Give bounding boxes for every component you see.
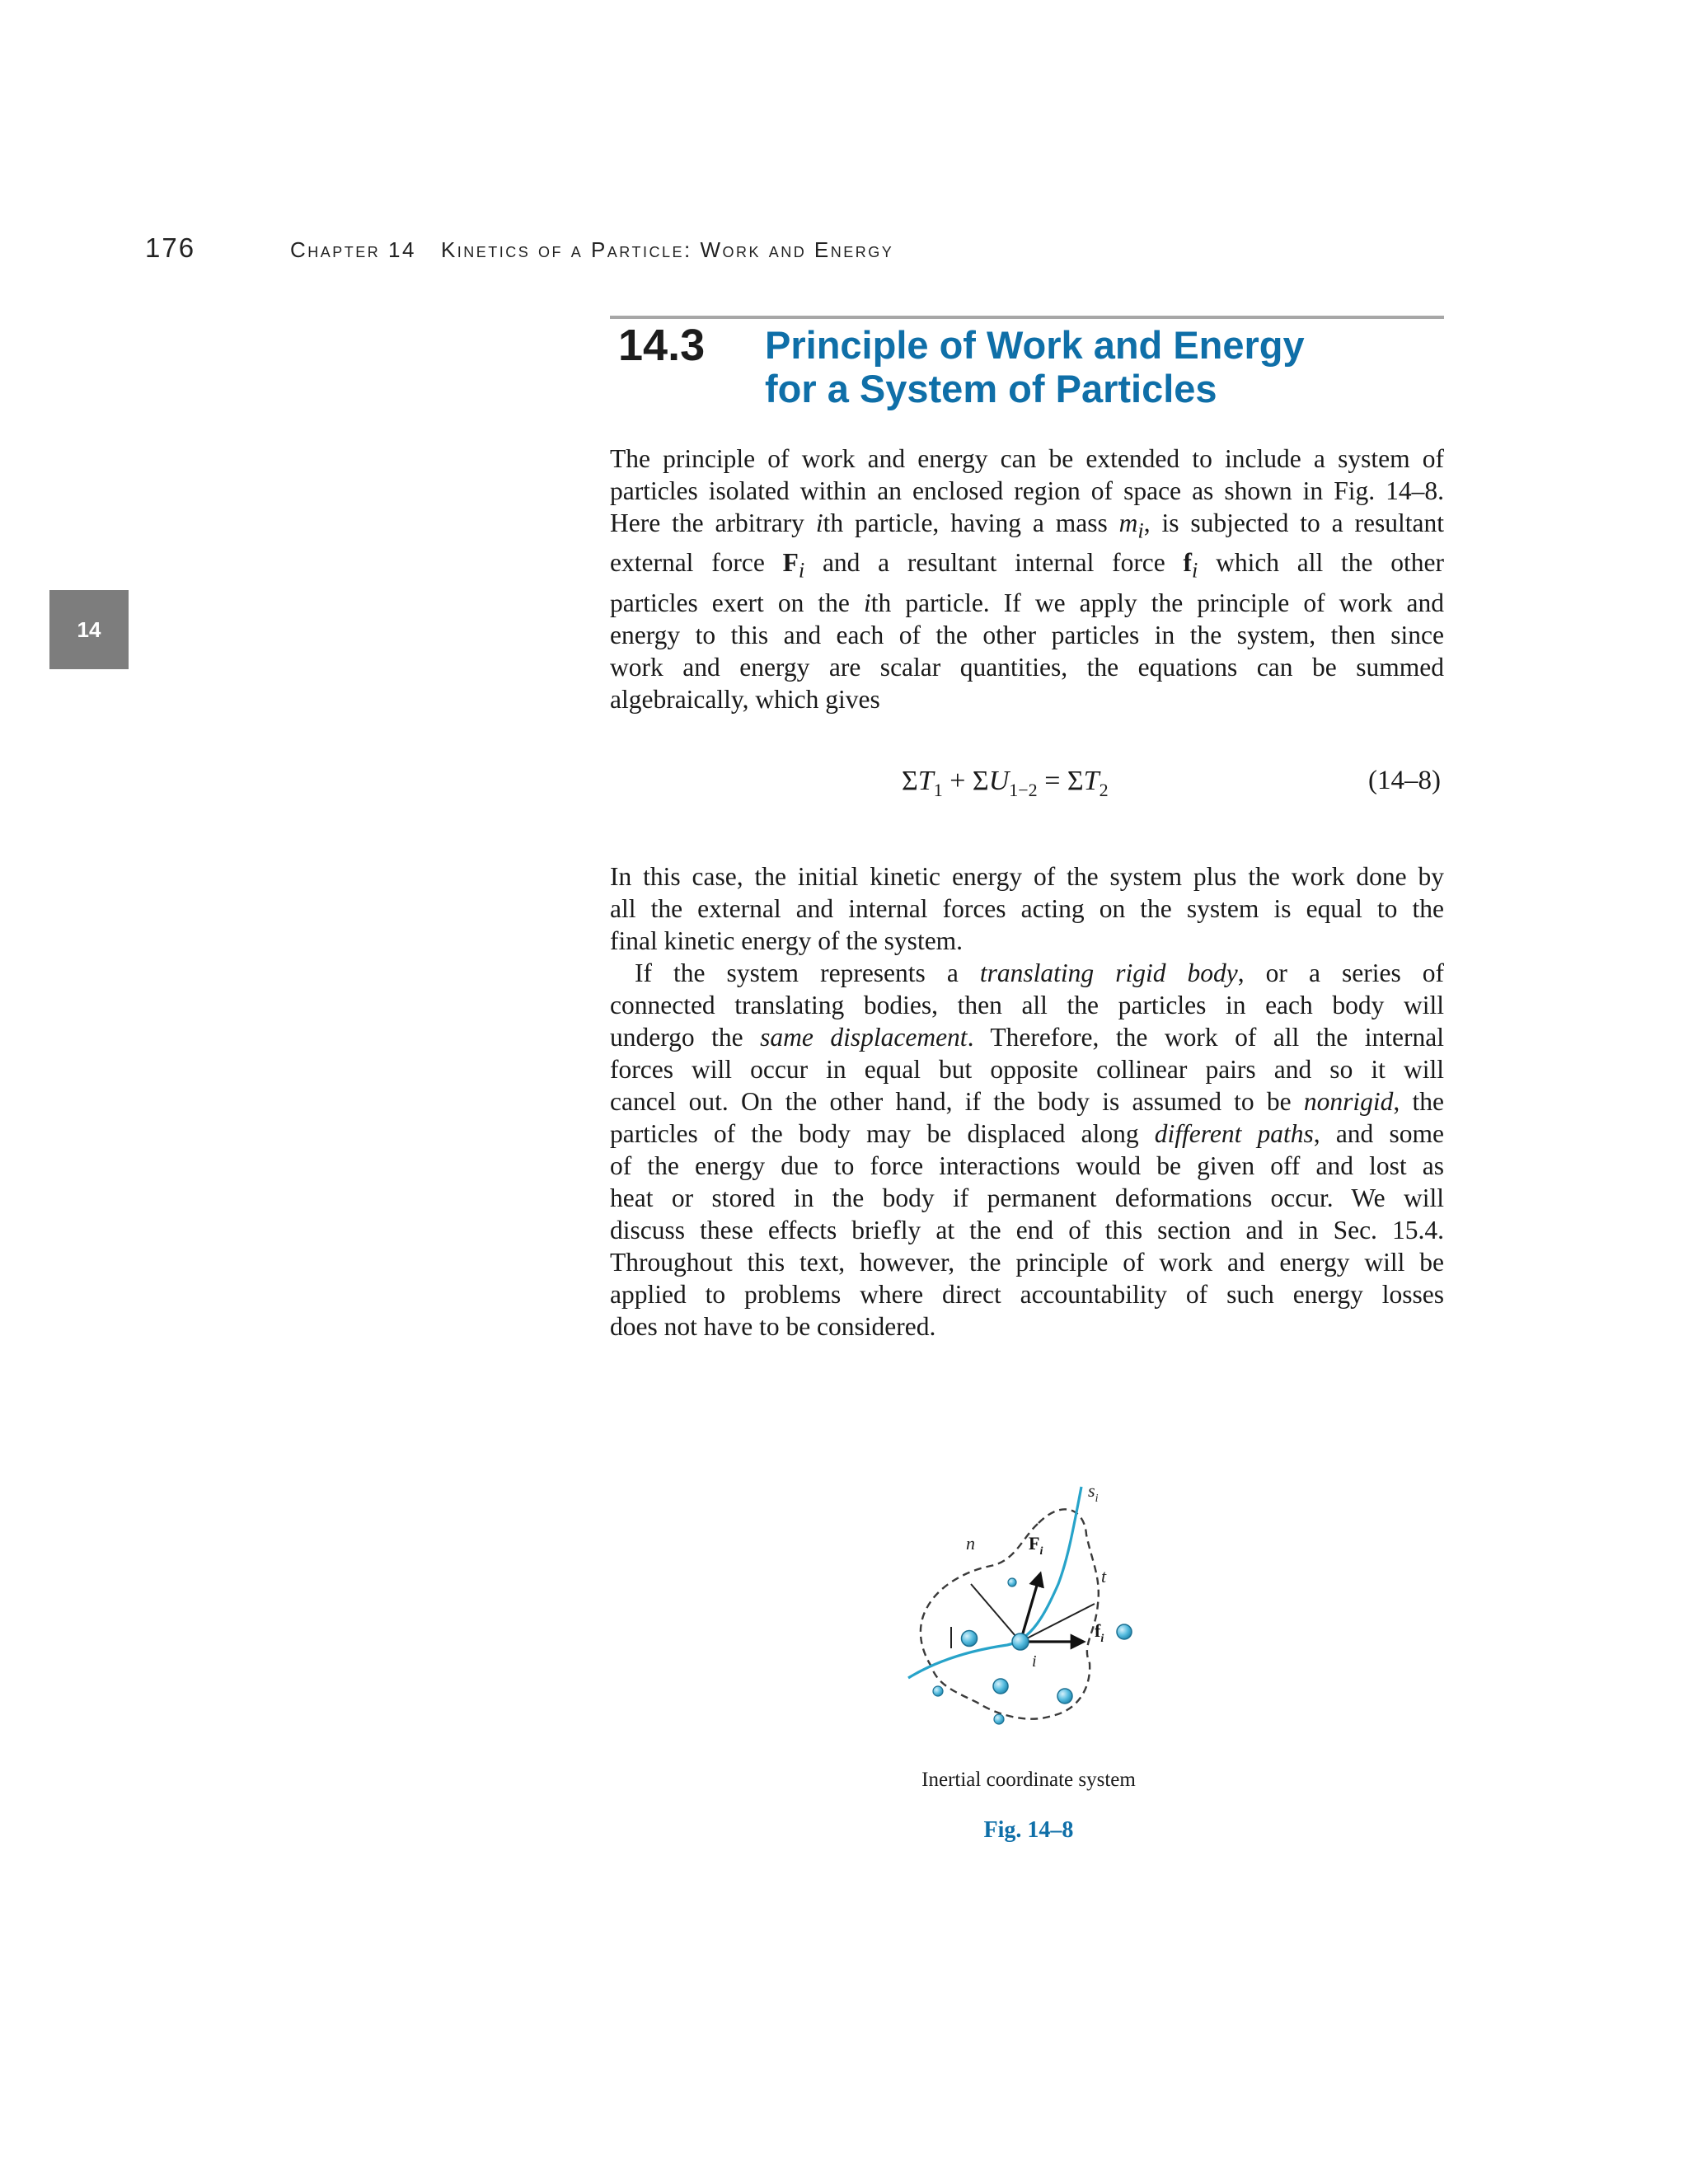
- text-line: energy to this and each of the other particles in the system, then since: [610, 620, 1444, 649]
- label-f-i: $f_i$: [1095, 1620, 1104, 1645]
- text-line: cancel out. On the other hand, if the body is assumed to be nonrigid, the: [610, 1087, 1445, 1116]
- text-line: In this case, the initial kinetic energy of the system plus the work done by: [610, 862, 1444, 891]
- tangent-line: [1020, 1604, 1095, 1642]
- text-line: heat or stored in the body if permanent deformations occur. We will: [610, 1183, 1444, 1212]
- text-line: external force $F_i$ and a resultant internal force $f_i$ which all the other: [610, 548, 1445, 583]
- particle: [1008, 1578, 1016, 1586]
- text-line: Throughout this text, however, the principle of work and energy will be: [610, 1248, 1444, 1277]
- running-chapter-title: [290, 237, 893, 263]
- section-title: [765, 323, 1441, 410]
- particle: [994, 1714, 1004, 1724]
- text-line: of the energy due to force interactions would be given off and lost as: [610, 1151, 1444, 1180]
- text-line: Here the arbitrary ith particle, having a mass $m_i$, is subjected to a resultant: [610, 509, 1444, 543]
- chapter-title: Kinetics of a Particle: Work and Energy: [440, 237, 894, 262]
- text-line: algebraically, which gives: [610, 684, 880, 714]
- paragraph-intro: [610, 443, 1444, 715]
- text-line: particles isolated within an enclosed region of space as shown in Fig. 14–8.: [610, 476, 1444, 505]
- text-line: work and energy are scalar quantities, the equations can be summed: [610, 652, 1444, 682]
- label-F-i: $F_i$: [1029, 1533, 1043, 1558]
- particle: [933, 1686, 943, 1696]
- text-line: forces will occur in equal but opposite collinear pairs and so it will: [610, 1055, 1444, 1084]
- equation-14-8: $\Sigma T_1 + \Sigma U_{1-2} = \Sigma T_2$: [902, 766, 1109, 800]
- text-line: connected translating bodies, then all the particles in each body will: [610, 991, 1444, 1019]
- chapter-label: Chapter 14: [290, 237, 416, 262]
- chapter-tab: 14: [49, 590, 129, 669]
- section-number: 14.3: [618, 321, 706, 370]
- section-title-line-2: for a System of Particles: [765, 367, 1217, 410]
- running-header: [0, 232, 1688, 269]
- particle: [993, 1679, 1008, 1694]
- figure-caption: Inertial coordinate system: [921, 1769, 1136, 1791]
- particle-i: [1012, 1633, 1029, 1650]
- text-line: discuss these effects briefly at the end of this section and in Sec. 15.4.: [610, 1216, 1444, 1244]
- text-line: undergo the same displacement. Therefore, the work of all the internal: [610, 1023, 1444, 1052]
- section-rule: [610, 316, 1444, 319]
- paragraph-rigid-body: [610, 957, 1444, 1343]
- figure-particle-system: [898, 1480, 1162, 1760]
- equation-number: (14–8): [1368, 766, 1441, 795]
- text-line: final kinetic energy of the system.: [610, 926, 964, 955]
- text-line: The principle of work and energy can be extended to include a system of: [610, 444, 1444, 473]
- particle-path: [908, 1487, 1081, 1678]
- label-s-i: $s_i$: [1088, 1480, 1099, 1505]
- normal-line: [971, 1584, 1020, 1642]
- text-line: If the system represents a translating rigid body, or a series of: [635, 958, 1444, 987]
- particle: [1057, 1689, 1072, 1704]
- page-number: 176: [145, 232, 196, 263]
- paragraph-interpretation: [610, 860, 1444, 957]
- text-line: applied to problems where direct accountability of such energy losses: [610, 1280, 1444, 1309]
- label-i: i: [1032, 1652, 1037, 1671]
- figure-label: Fig. 14–8: [983, 1817, 1074, 1843]
- text-line: does not have to be considered.: [610, 1312, 936, 1341]
- particle: [1117, 1624, 1132, 1639]
- text-line: all the external and internal forces acting on the system is equal to the: [610, 894, 1444, 923]
- label-t: t: [1101, 1566, 1107, 1586]
- section-title-line-1: Principle of Work and Energy: [765, 323, 1305, 367]
- label-n: n: [966, 1533, 975, 1554]
- particle: [962, 1631, 978, 1647]
- text-line: particles exert on the ith particle. If we apply the principle of work and: [610, 588, 1444, 617]
- text-line: particles of the body may be displaced along different paths, and some: [610, 1119, 1444, 1148]
